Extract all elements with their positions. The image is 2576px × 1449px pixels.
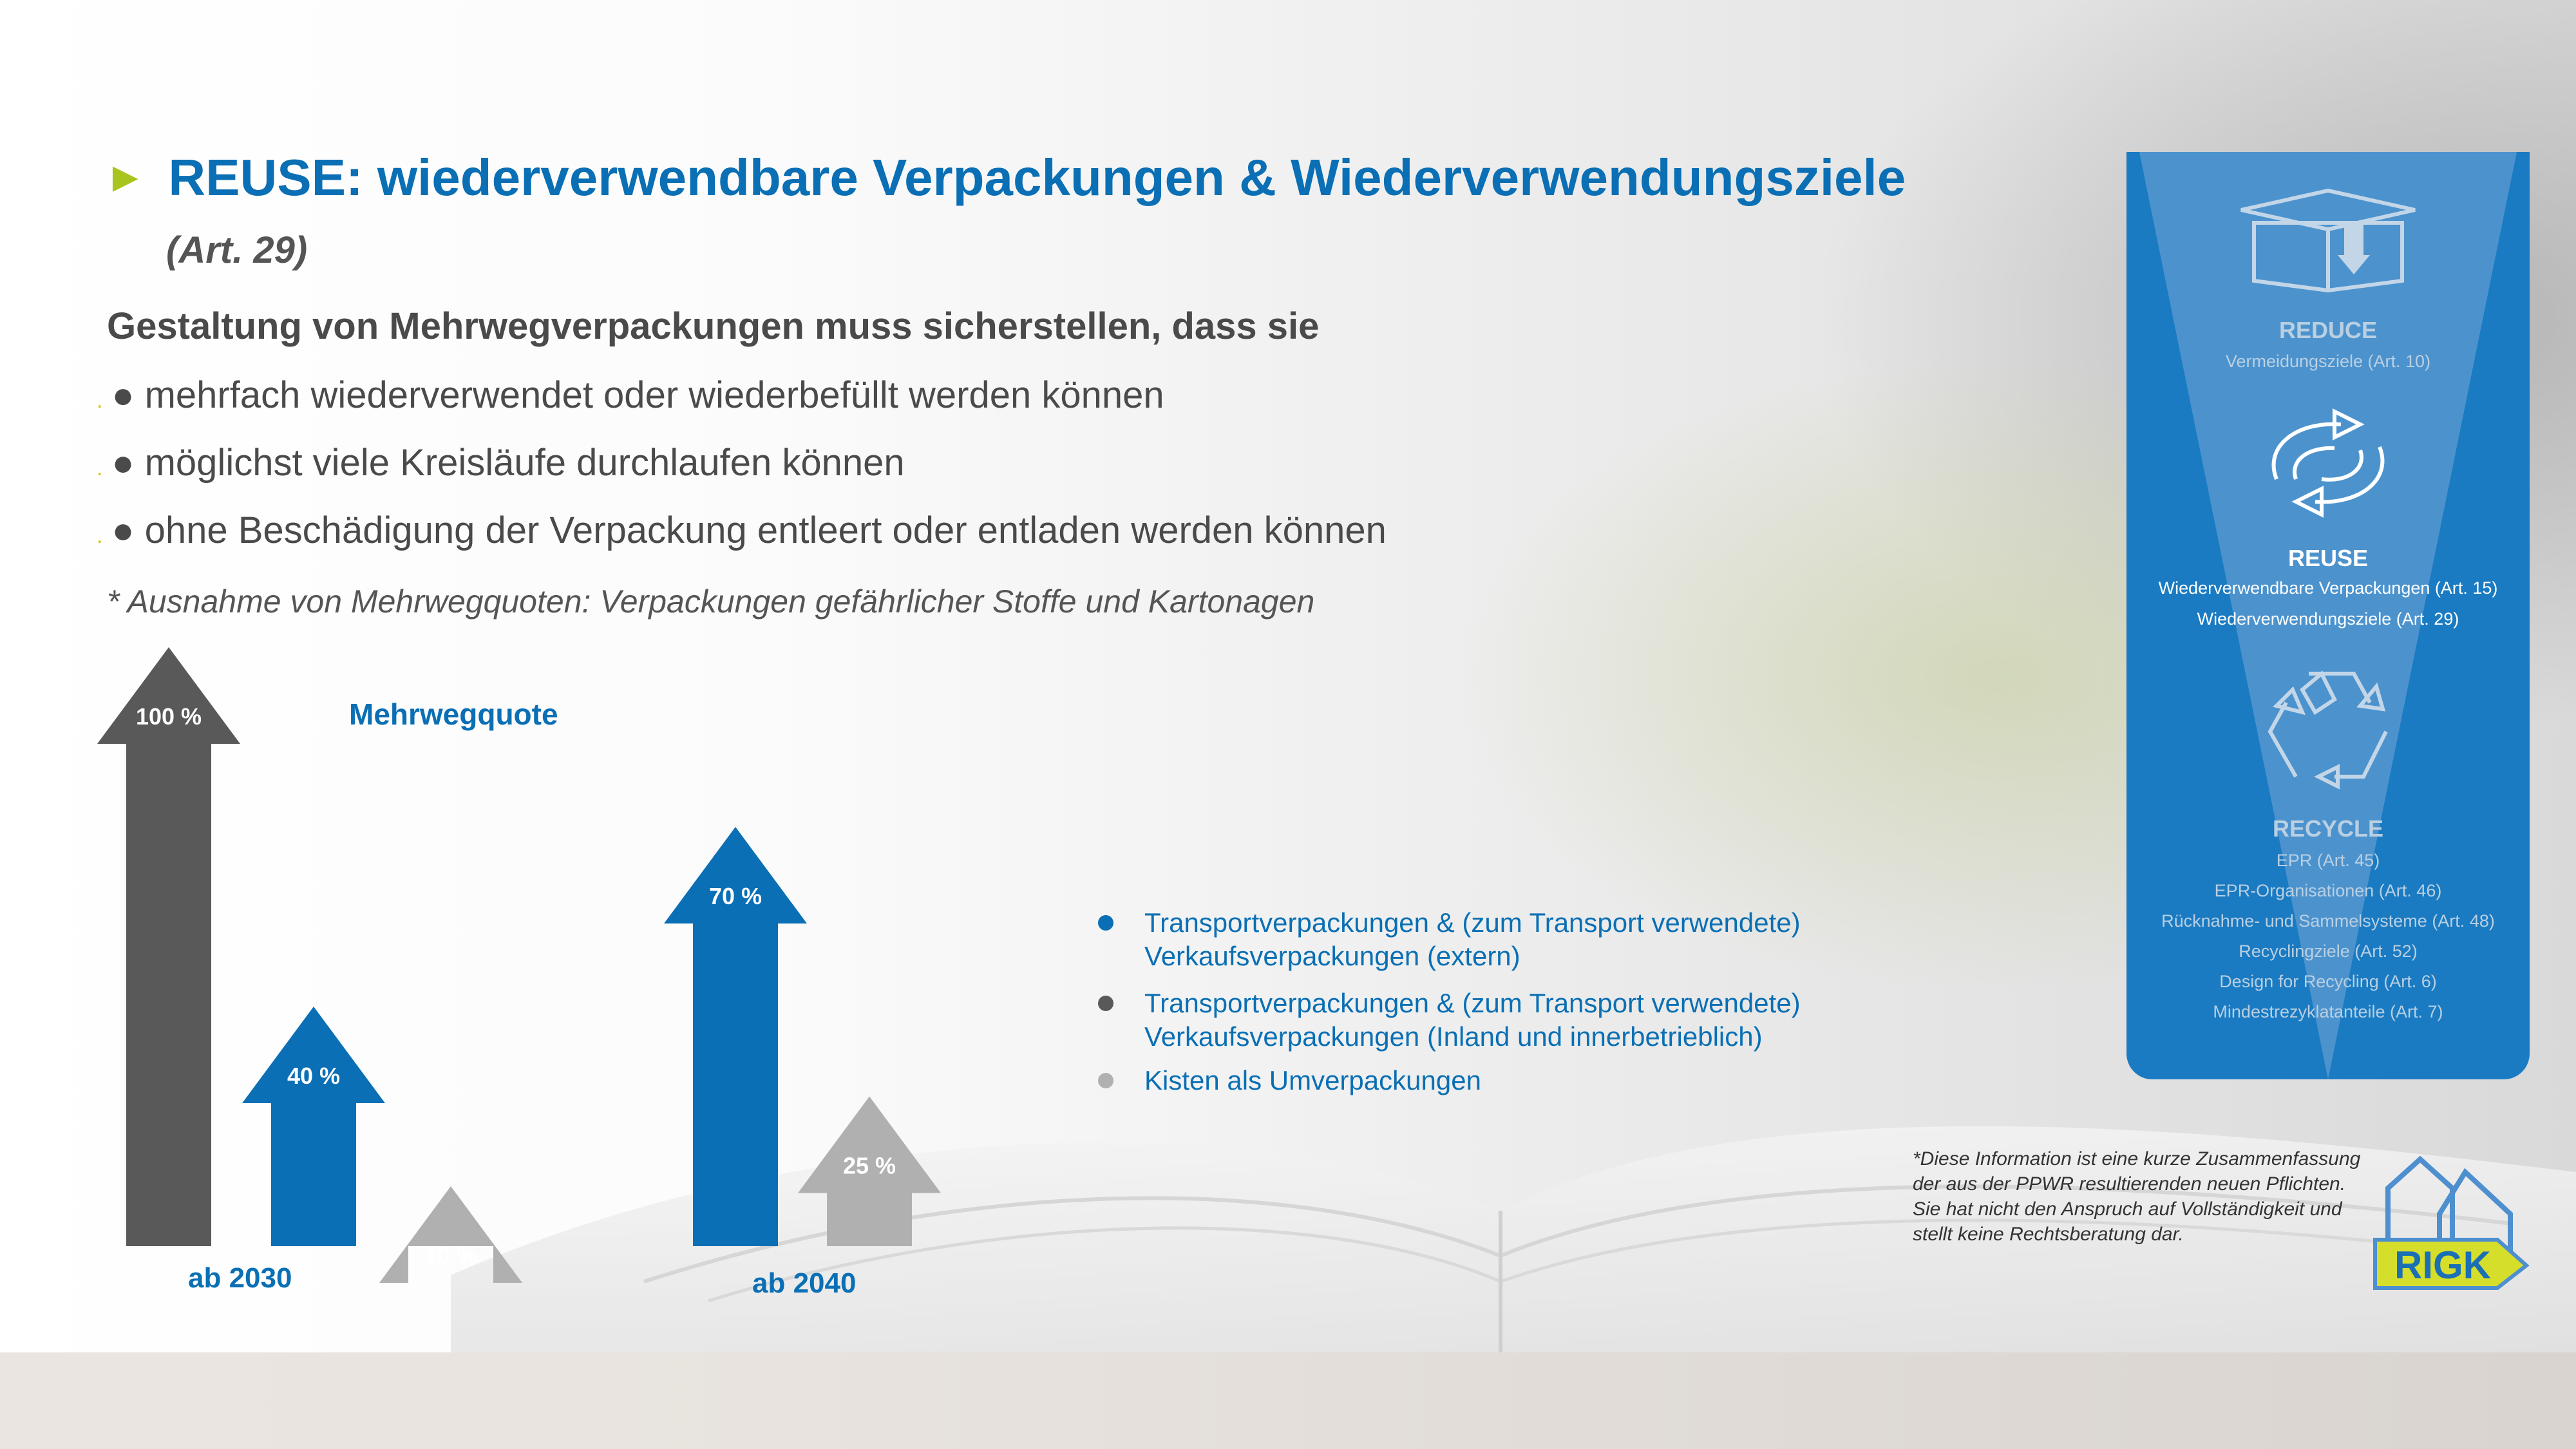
box-down-icon bbox=[2215, 184, 2441, 294]
reuse-item: Wiederverwendbare Verpackungen (Art. 15) bbox=[2158, 578, 2498, 598]
legend-text: Kisten als Umverpackungen bbox=[1144, 1065, 1481, 1095]
legend-dot-grey bbox=[1098, 1073, 1113, 1088]
bar-value-label: 40 % bbox=[287, 1063, 341, 1089]
recycle-item: Mindestrezyklatanteile (Art. 7) bbox=[2213, 1002, 2443, 1021]
exception-note: * Ausnahme von Mehrwegquoten: Verpackungen gefährlicher Stoffe und Kartonagen bbox=[107, 583, 1315, 620]
legend-dot-dark bbox=[1098, 996, 1113, 1011]
reduce-item: Vermeidungsziele (Art. 10) bbox=[2225, 352, 2431, 371]
recycle-item: Recyclingziele (Art. 52) bbox=[2239, 942, 2418, 961]
reuse-item: Wiederverwendungsziele (Art. 29) bbox=[2197, 609, 2459, 629]
recycle-item: Rücknahme- und Sammelsysteme (Art. 48) bbox=[2161, 911, 2495, 931]
disclaimer: *Diese Information ist eine kurze Zusammenfassung der aus der PPWR resultierenden neuen Pflichten. Sie hat nicht den Anspruch auf Vollständigkeit und stellt keine Rechtsberatung dar. bbox=[1913, 1148, 2361, 1245]
bullet-text: ● mehrfach wiederverwendet oder wiederbefüllt werden können bbox=[111, 374, 1164, 416]
legend-dot-blue bbox=[1098, 915, 1113, 931]
reuse-arrows-icon bbox=[2257, 408, 2399, 518]
legend-text: Transportverpackungen & (zum Transport verwendete) Verkaufsverpackungen (extern) bbox=[1144, 907, 1801, 971]
recycle-item: EPR-Organisationen (Art. 46) bbox=[2214, 881, 2442, 900]
recycle-title: RECYCLE bbox=[2272, 815, 2384, 842]
rigk-logo bbox=[2369, 1153, 2536, 1294]
bullet-marker: . bbox=[97, 388, 103, 413]
bullet-marker: . bbox=[97, 524, 103, 548]
title-marker-icon: ► bbox=[104, 153, 147, 200]
bar-value-label: 25 % bbox=[842, 1152, 896, 1179]
recycle-item: EPR (Art. 45) bbox=[2276, 851, 2380, 870]
reduce-title: REDUCE bbox=[2278, 317, 2377, 343]
lead-text: Gestaltung von Mehrwegverpackungen muss sicherstellen, dass sie bbox=[107, 305, 1320, 347]
bar-value-label: 100 % bbox=[135, 703, 202, 730]
legend-text: Transportverpackungen & (zum Transport verwendete) Verkaufsverpackungen (Inland und innerbetrieblich) bbox=[1144, 988, 1801, 1052]
bar-value-label: 10 % bbox=[424, 1242, 478, 1269]
bullet-text: ● möglichst viele Kreisläufe durchlaufen können bbox=[111, 442, 905, 484]
year-label-2040: ab 2040 bbox=[752, 1267, 857, 1299]
logo-text: RIGK bbox=[2394, 1244, 2491, 1287]
bar-value-label: 70 % bbox=[708, 883, 762, 909]
quota-arrow-bar bbox=[242, 1007, 385, 1246]
page-title-text: REUSE: wiederverwendbare Verpackungen & Wiederverwendungsziele bbox=[168, 149, 1906, 206]
recycle-icon bbox=[2257, 661, 2405, 796]
bullet-text: ● ohne Beschädigung der Verpackung entleert oder entladen werden können bbox=[111, 509, 1387, 551]
bullet-marker: . bbox=[97, 456, 103, 480]
quota-arrow-bar bbox=[97, 647, 240, 1246]
waste-hierarchy-panel bbox=[2126, 152, 2530, 1079]
recycle-item: Design for Recycling (Art. 6) bbox=[2219, 972, 2437, 991]
year-label-2030: ab 2030 bbox=[188, 1262, 292, 1294]
reuse-title: REUSE bbox=[2287, 545, 2369, 571]
chart-title: Mehrwegquote bbox=[349, 697, 558, 731]
article-reference: (Art. 29) bbox=[166, 229, 308, 271]
